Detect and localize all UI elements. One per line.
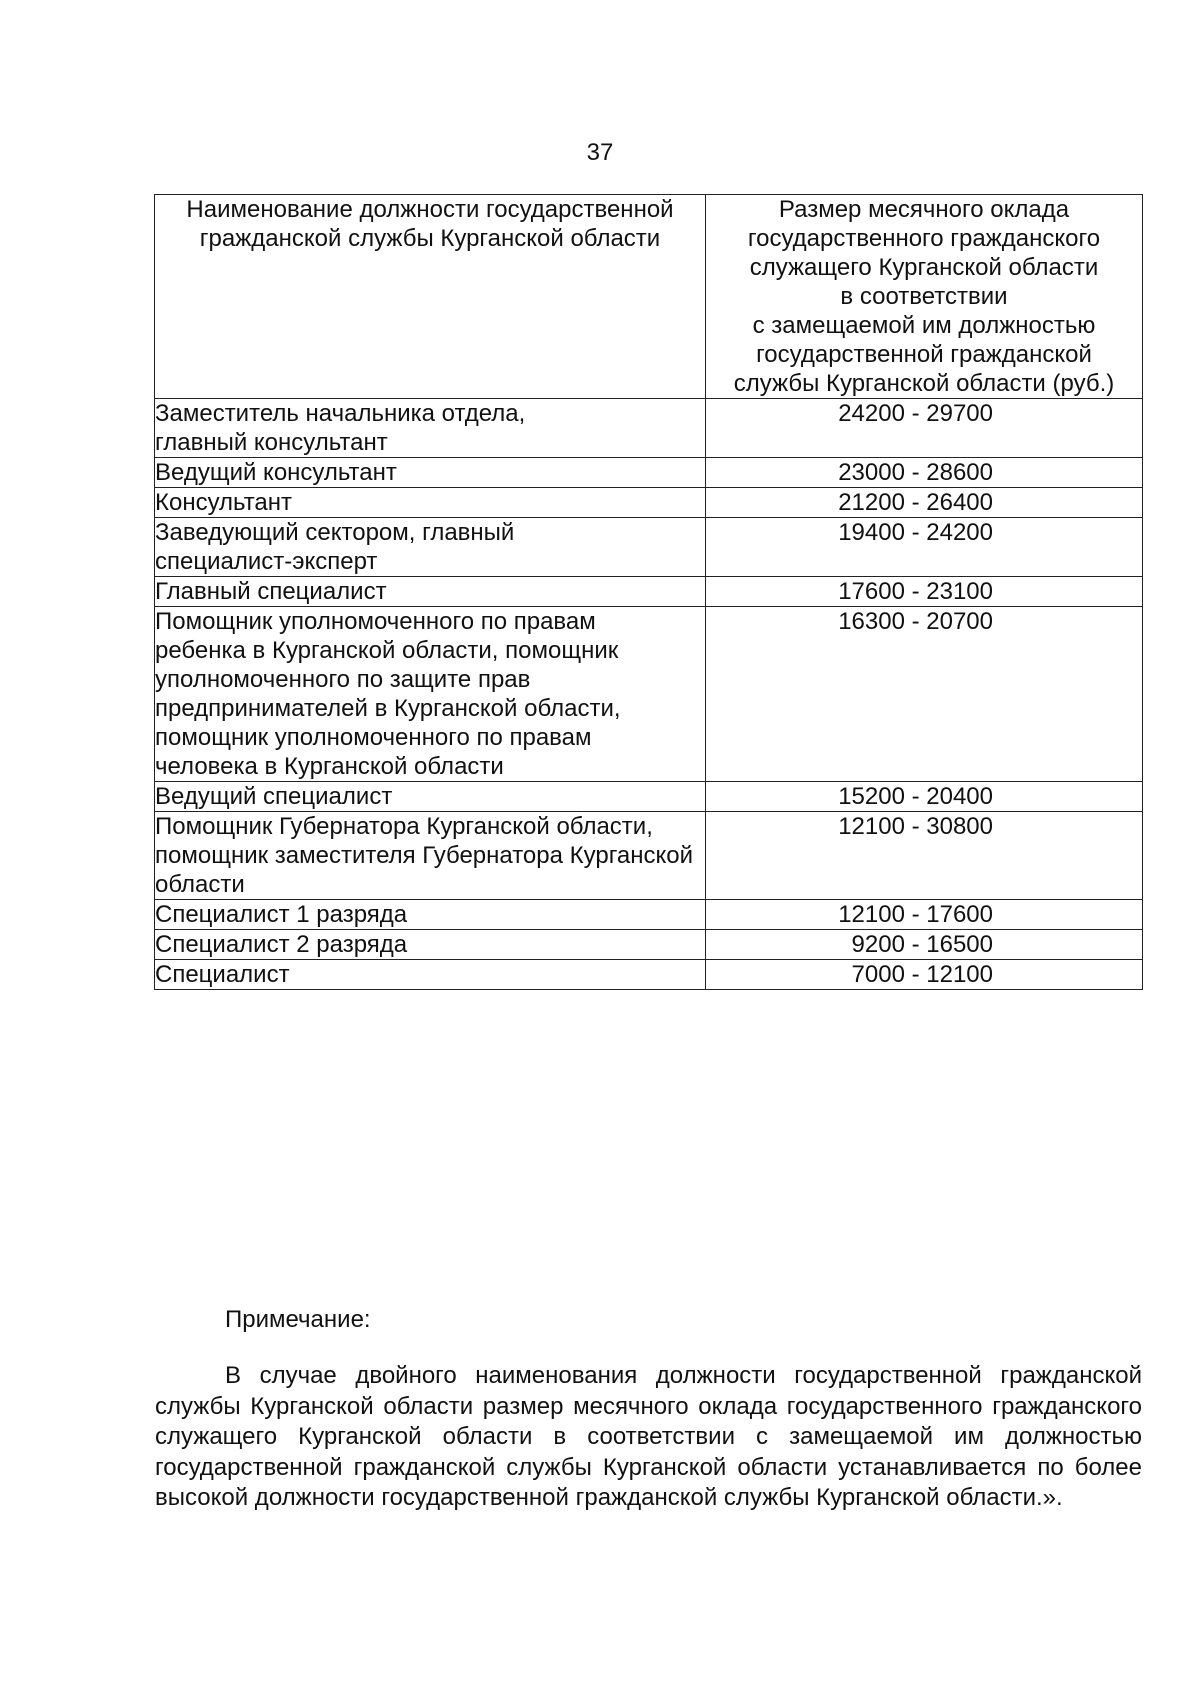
position-cell [155,607,706,782]
salary-cell [706,488,1143,518]
salary-cell [706,960,1143,990]
position-text: Помощник Губернатора Курганской области, помощник заместителя Губернатора Курганской области [155,813,694,898]
position-cell [155,812,706,900]
table-row [155,458,1143,488]
table-row [155,399,1143,458]
header-salary-line: с замещаемой им должностью [752,312,1096,339]
salary-cell [706,458,1143,488]
header-salary-line: службы Курганской области (руб.) [733,370,1115,397]
salary-range: 12100 - 17600 [838,901,993,928]
position-text: Помощник уполномоченного по правам ребенка в Курганской области, помощник уполномоченного по защите прав предпринимателей в Курганской области, помощник уполномоченного по правам человека в Курганской области [155,608,621,780]
position-cell [155,399,706,458]
table-row [155,518,1143,577]
table-header-row [155,195,1143,399]
salary-range: 9200 - 16500 [851,931,993,958]
header-salary-line: в соответствии [840,283,1008,310]
salary-range: 16300 - 20700 [838,608,993,635]
position-cell: Специалист [155,960,706,990]
position-text: Заведующий сектором, главный специалист-эксперт [155,519,515,575]
table-row [155,577,1143,607]
salary-cell [706,399,1143,458]
salary-range: 21200 - 26400 [838,489,993,516]
table-row [155,812,1143,900]
salary-range: 12100 - 30800 [838,813,993,840]
position-cell: Ведущий консультант [155,458,706,488]
position-cell: Специалист 1 разряда [155,900,706,930]
salary-range: 24200 - 29700 [838,400,993,427]
position-cell: Специалист 2 разряда [155,930,706,960]
table-row [155,900,1143,930]
salary-range: 19400 - 24200 [838,519,993,546]
position-cell: Ведущий специалист [155,782,706,812]
table-row [155,607,1143,782]
salary-cell [706,518,1143,577]
salary-range: 23000 - 28600 [838,459,993,486]
table-row [155,960,1143,990]
note-text: В случае двойного наименования должности государственной гражданской службы Курганской области размер месячного оклада государственного гражданского служащего Курганской области в соответствии с замещаемой им должностью государственной гражданской службы Курганской области устанавливается по более высокой должности государственной гражданской службы Курганской области.». [155,1362,1142,1511]
table-row [155,782,1143,812]
position-cell [155,518,706,577]
note-title: Примечание: [225,1306,371,1333]
table-row [155,930,1143,960]
position-cell: Главный специалист [155,577,706,607]
header-position: Наименование должности государственной гражданской службы Курганской области [155,195,706,399]
position-cell: Консультант [155,488,706,518]
position-text: Заместитель начальника отдела, главный консультант [155,400,526,456]
salary-table [154,194,1143,990]
salary-range: 15200 - 20400 [838,783,993,810]
salary-cell [706,782,1143,812]
header-salary-line: государственной гражданской [756,341,1092,368]
header-salary-line: Размер месячного оклада [778,196,1070,223]
table-row [155,488,1143,518]
page-number: 37 [586,139,614,166]
salary-cell [706,812,1143,900]
salary-cell [706,607,1143,782]
salary-cell [706,900,1143,930]
salary-range: 17600 - 23100 [838,578,993,605]
salary-cell [706,577,1143,607]
header-salary-line: государственного гражданского [747,225,1101,252]
header-salary-line: служащего Курганской области [749,254,1099,281]
salary-range: 7000 - 12100 [851,961,993,988]
salary-cell [706,930,1143,960]
header-salary [706,195,1143,399]
